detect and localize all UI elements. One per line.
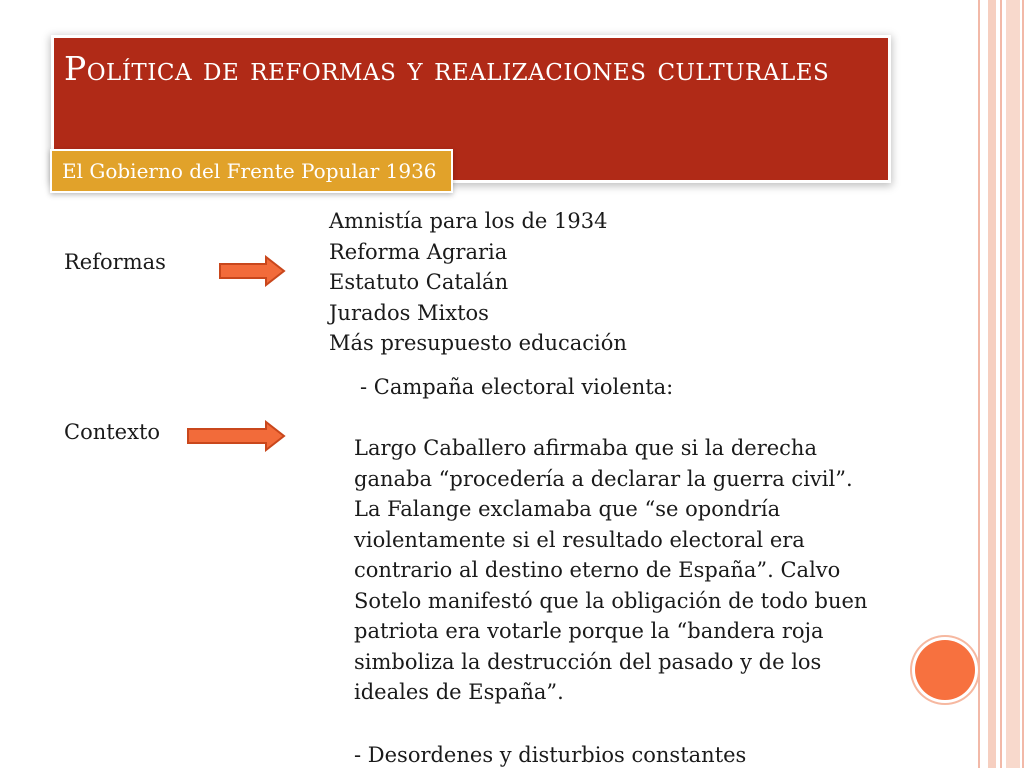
contexto-last-point: - Desordenes y disturbios constantes xyxy=(354,743,747,767)
paragraph-line: ideales de España”. xyxy=(354,680,564,704)
arrow-right-icon xyxy=(218,255,286,287)
decorative-stripes xyxy=(978,0,1024,768)
paragraph-line: patriota era votarle porque la “bandera roja xyxy=(354,619,824,643)
paragraph-line: Largo Caballero afirmaba que si la derecha xyxy=(354,436,817,460)
paragraph-line: contrario al destino eterno de España”. Calvo xyxy=(354,558,841,582)
paragraph-line: Sotelo manifestó que la obligación de todo buen xyxy=(354,588,868,613)
contexto-label: Contexto xyxy=(64,420,161,444)
arrow-right-icon xyxy=(186,420,286,452)
decorative-circle xyxy=(915,640,975,700)
list-item: Más presupuesto educación xyxy=(329,331,627,355)
contexto-paragraph xyxy=(354,433,924,708)
reformas-list xyxy=(329,206,627,359)
reformas-label: Reformas xyxy=(64,250,166,274)
paragraph-line: violentamente si el resultado electoral era xyxy=(354,527,805,552)
list-item: Reforma Agraria xyxy=(329,239,508,264)
slide-subtitle: El Gobierno del Frente Popular 1936 xyxy=(52,151,451,191)
paragraph-line: ganaba “procedería a declarar la guerra civil”. xyxy=(354,466,853,491)
list-item: Estatuto Catalán xyxy=(329,270,509,294)
slide-title: Política de reformas y realizaciones culturales xyxy=(64,49,830,88)
contexto-heading: - Campaña electoral violenta: xyxy=(360,375,674,399)
paragraph-line: La Falange exclamaba que “se opondría xyxy=(354,497,781,521)
paragraph-line: simboliza la destrucción del pasado y de los xyxy=(354,649,822,674)
list-item: Amnistía para los de 1934 xyxy=(329,209,608,233)
list-item: Jurados Mixtos xyxy=(329,300,489,325)
